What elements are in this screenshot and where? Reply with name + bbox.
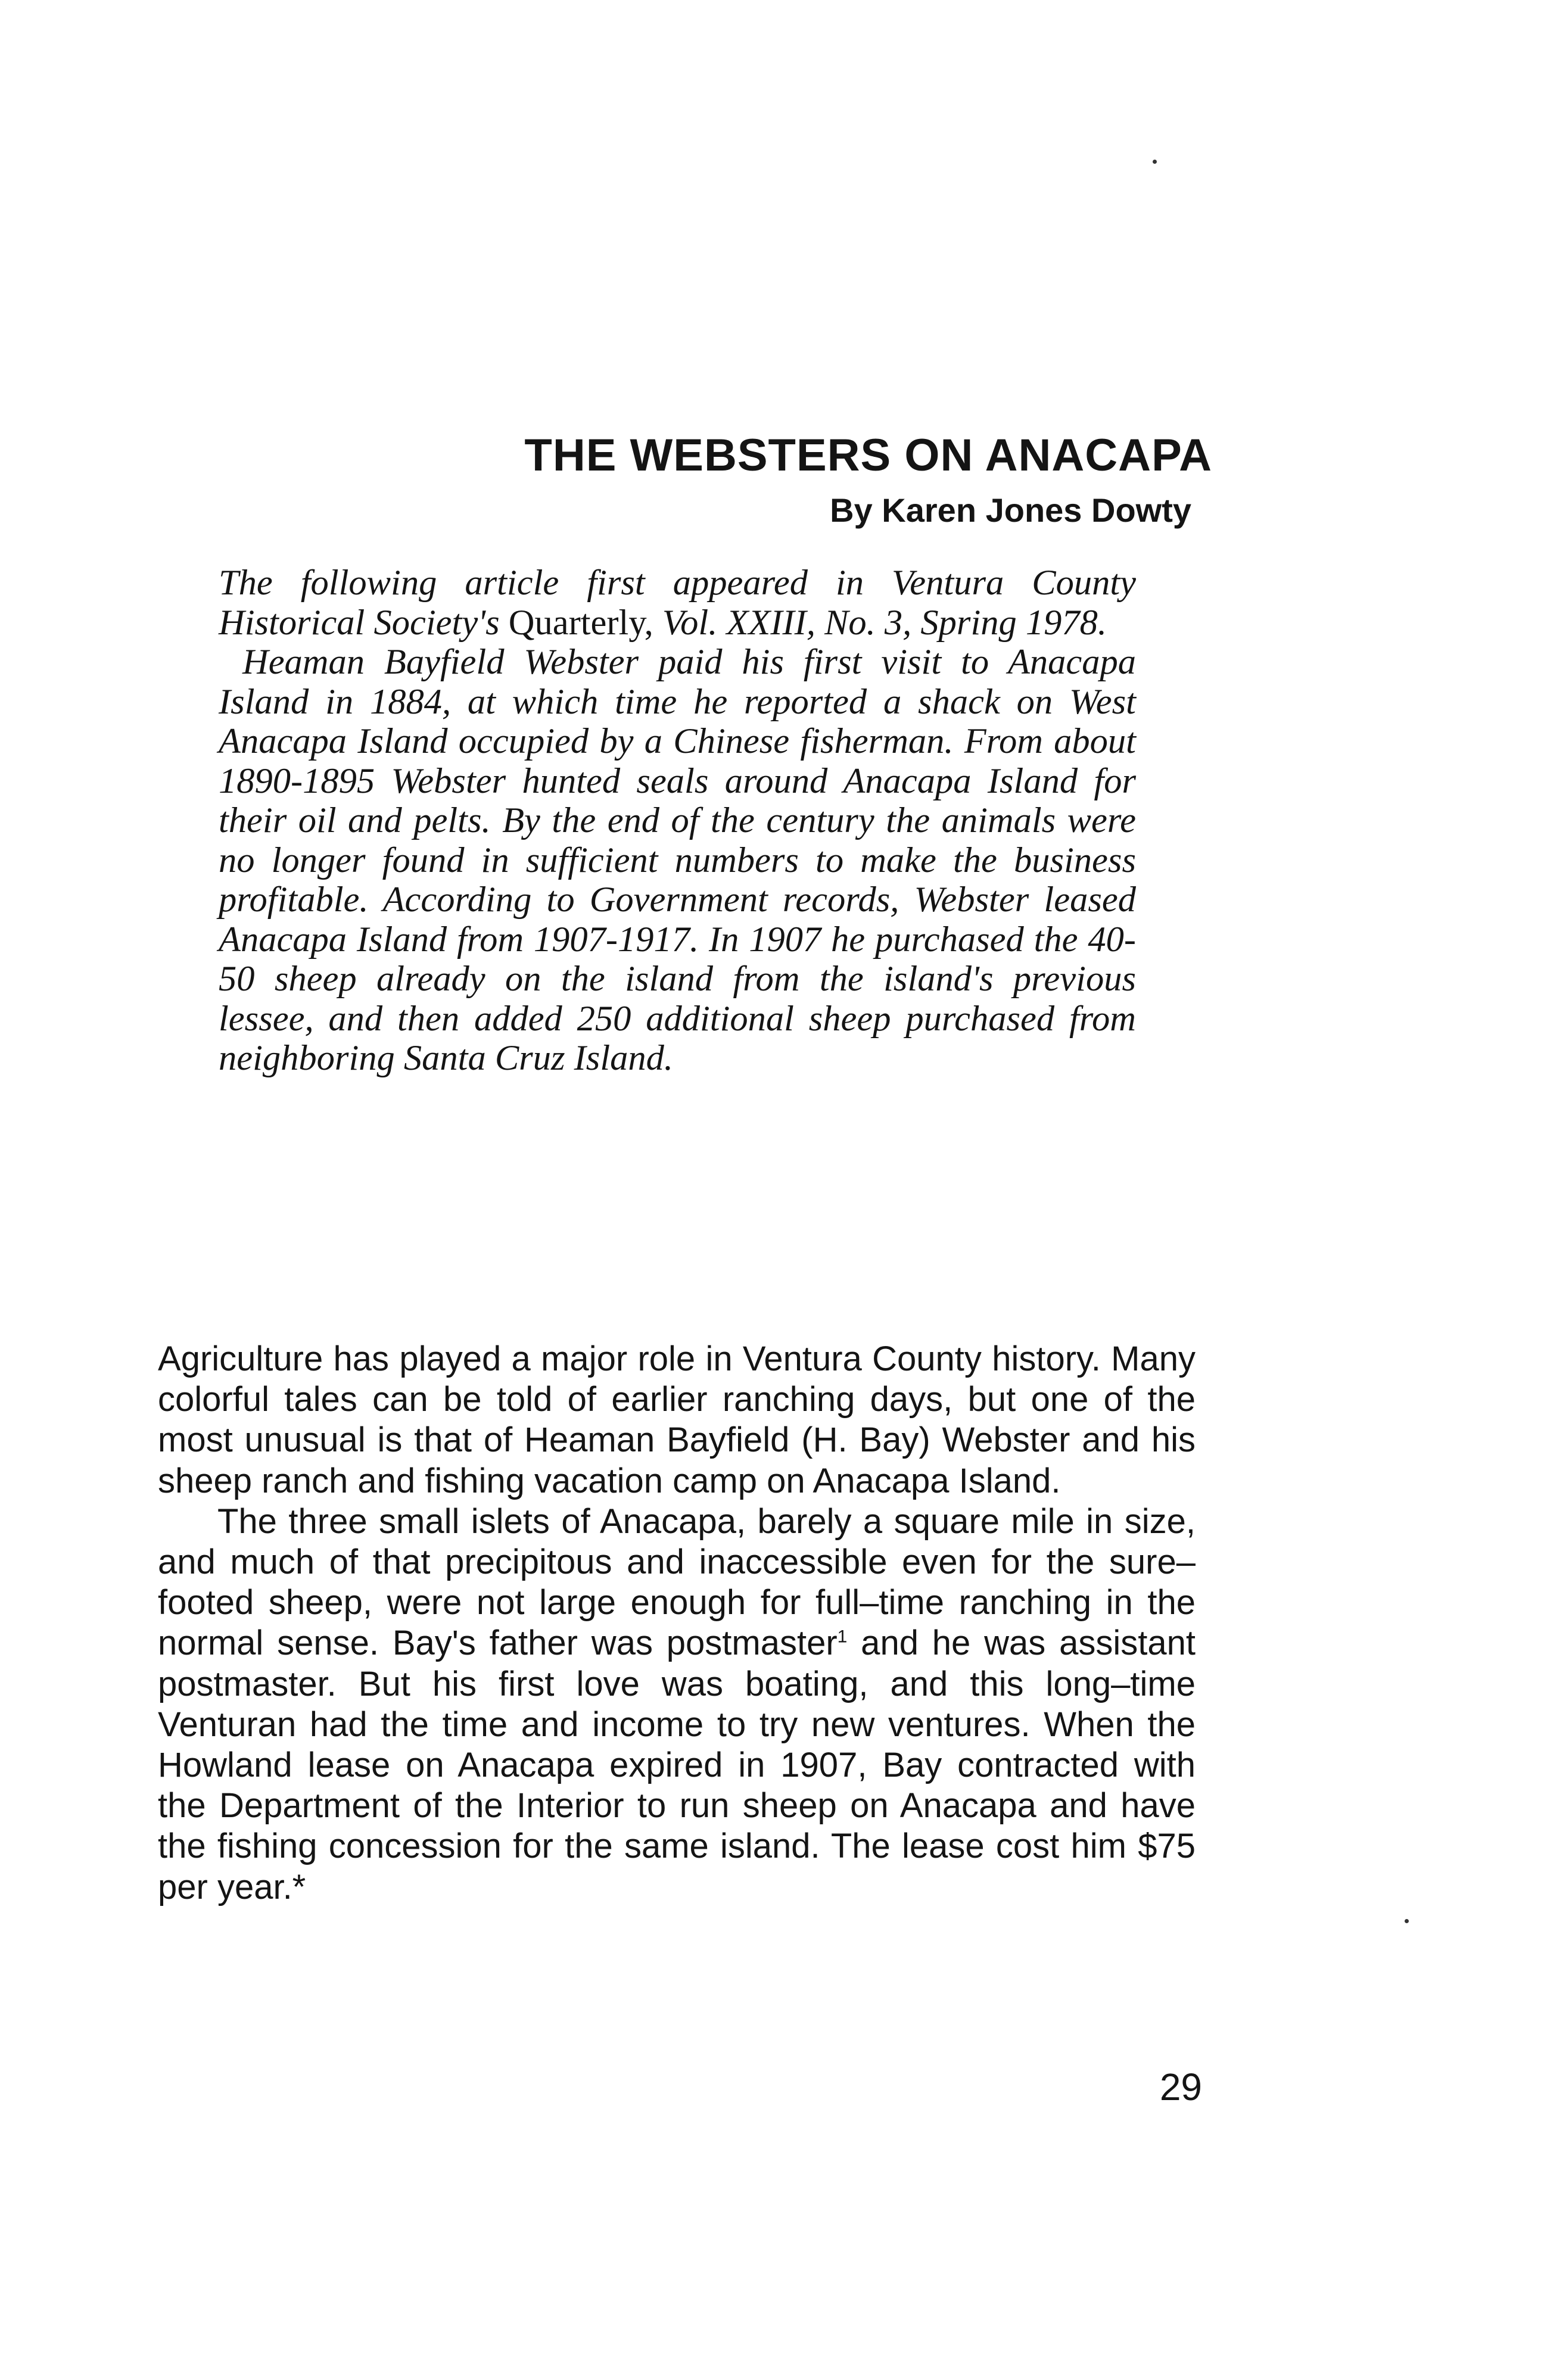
page-number: 29 — [1159, 2066, 1202, 2108]
body-paragraph-text: and he was assistant postmaster. But his first love was boating, and this long–time Venturan had the time and income to try new ventures. When the Howland lease on Anacapa expired in 1907, Bay contracted with the Department of the Interior to run sheep on Anacapa and have the fishing concession for the same island. The lease cost him $75 per year.* — [158, 1624, 1196, 1907]
intro-source-text-c: Vol. XXIII, No. 3, Spring 1978. — [653, 602, 1107, 643]
print-speck — [1405, 1919, 1409, 1923]
body-paragraph — [158, 1501, 1196, 1908]
footnote-marker: 1 — [837, 1627, 848, 1647]
print-speck — [1153, 160, 1157, 164]
intro-paragraph-source — [219, 563, 1136, 643]
editorial-intro — [219, 563, 1136, 1079]
intro-paragraph-history: Heaman Bayfield Webster paid his first visit to Anacapa Island in 1884, at which time he reported a shack on West Anacapa Island occupied by a Chinese fisherman. From about 1890-1895 Webster hunted seals around Anacapa Island for their oil and pelts. By the end of the century the animals were no longer found in sufficient numbers to make the business profitable. According to Government records, Webster leased Anacapa Island from 1907-1917. In 1907 he purchased the 40-50 sheep already on the island from the island's previous lessee, and then added 250 additional sheep purchased from neighboring Santa Cruz Island. — [219, 642, 1136, 1078]
article-title: THE WEBSTERS ON ANACAPA — [524, 430, 1212, 481]
article-body — [158, 1339, 1196, 1908]
intro-source-text-a: The following article first appeared in Ventura County Historical Society's — [219, 563, 1136, 643]
body-paragraph-text: The three small islets of Anacapa, barely a square mile in size, and much of that precipitous and inaccessible even for the sure–footed sheep, were not large enough for full–time ranching in the normal sense. Bay's father was postmaster — [158, 1501, 1196, 1663]
article-byline: By Karen Jones Dowty — [830, 491, 1191, 529]
body-paragraph: Agriculture has played a major role in Ventura County history. Many colorful tales can be told of earlier ranching days, but one of the most unusual is that of Heaman Bayfield (H. Bay) Webster and his sheep ranch and fishing vacation camp on Anacapa Island. — [158, 1339, 1196, 1500]
intro-source-publication: Quarterly, — [508, 602, 653, 643]
